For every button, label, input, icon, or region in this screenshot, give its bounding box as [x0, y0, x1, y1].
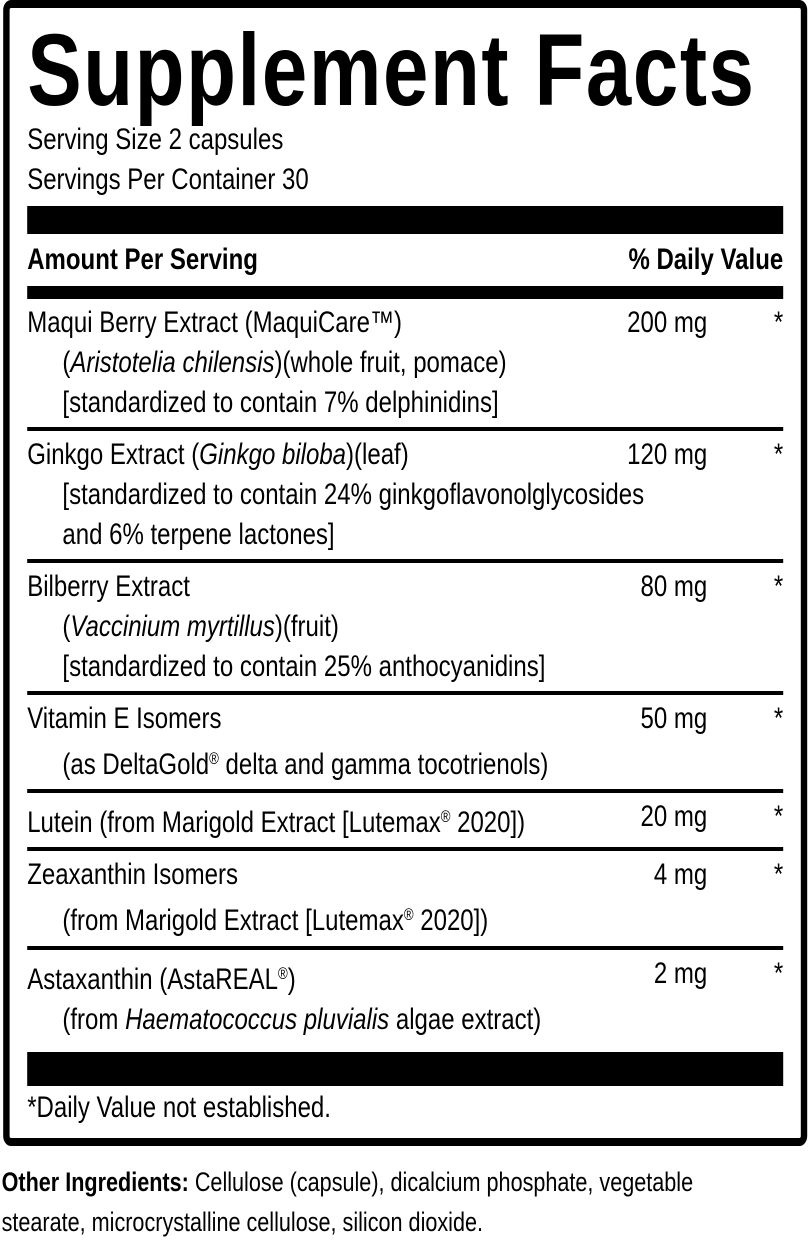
column-header-row [27, 234, 783, 286]
text-segment: )(fruit) [274, 610, 339, 643]
text-segment: Maqui Berry Extract (MaquiCare™) [27, 306, 402, 339]
ingredient-line [27, 739, 783, 785]
separator-bar-top [27, 206, 783, 234]
text-segment: ( [62, 610, 71, 643]
ingredient-line [27, 607, 783, 647]
text-segment: Bilberry Extract [27, 570, 190, 603]
text-segment: (as DeltaGold [62, 748, 210, 782]
ingredient-line [27, 515, 783, 555]
text-segment: Astaxanthin (AstaREAL [27, 962, 279, 996]
text-segment: [standardized to contain 7% delphinidins] [62, 386, 499, 419]
text-segment: delta and gamma tocotrienols) [218, 748, 549, 782]
serving-size: Serving Size 2 capsules [27, 123, 284, 156]
text-segment: )(whole fruit, pomace) [274, 346, 507, 379]
ingredient-line [27, 895, 783, 941]
daily-value: * [773, 858, 784, 892]
text-segment: ® [209, 750, 219, 768]
text-segment: (from [62, 1002, 126, 1036]
text-segment: [standardized to contain 25% anthocyanidins] [62, 650, 546, 683]
text-segment: Zeaxanthin Isomers [27, 858, 238, 892]
ingredient-row [27, 563, 783, 695]
ingredient-line [27, 647, 783, 687]
daily-value: * [773, 306, 784, 339]
daily-value: * [773, 570, 784, 603]
daily-value: * [773, 438, 784, 471]
amount-value: 20 mg [640, 800, 708, 834]
daily-value: * [773, 702, 784, 735]
daily-value-footnote: *Daily Value not established. [27, 1090, 331, 1124]
page-title: Supplement Facts [27, 13, 756, 127]
servings-per-container: Servings Per Container 30 [27, 163, 309, 196]
column-header-amount: Amount Per Serving [27, 243, 258, 276]
text-segment: 2020]) [413, 904, 489, 938]
label-box [3, 0, 807, 1146]
daily-value: * [773, 800, 784, 834]
text-segment: ® [440, 808, 451, 827]
text-segment: stearate, microcrystalline cellulose, silicon dioxide. [1, 1206, 484, 1237]
text-segment: 2020]) [450, 806, 526, 840]
text-segment: Vaccinium myrtillus [70, 610, 275, 643]
other-ingredients-line [2, 1202, 809, 1242]
text-segment: Haematococcus pluvialis [125, 1002, 390, 1036]
text-segment: Lutein (from Marigold Extract [Lutemax [27, 806, 441, 840]
other-ingredients [0, 1162, 810, 1242]
daily-value: * [773, 956, 784, 990]
text-segment: ® [278, 964, 288, 983]
ingredient-line [27, 1000, 783, 1040]
other-ingredients-line [2, 1162, 809, 1202]
ingredient-line [27, 343, 783, 383]
text-segment: Ginkgo Extract ( [27, 438, 200, 471]
ingredient-row [27, 950, 783, 1044]
separator-bar-bottom [27, 1052, 783, 1086]
text-segment: ) [287, 962, 296, 996]
amount-value: 80 mg [640, 570, 708, 603]
text-segment: ( [62, 346, 71, 379]
text-segment: )(leaf) [346, 438, 409, 471]
text-segment: [standardized to contain 24% ginkgoflavonolglycosides [62, 478, 645, 511]
ingredient-rows [27, 299, 783, 1044]
other-ingredients-label: Other Ingredients: [1, 1166, 189, 1197]
amount-value: 50 mg [640, 702, 708, 735]
ingredient-row [27, 431, 783, 563]
text-segment: algae extract) [389, 1002, 542, 1036]
text-segment: Vitamin E Isomers [27, 702, 222, 735]
text-segment: ® [403, 906, 414, 925]
text-segment: Aristotelia chilensis [70, 346, 275, 379]
amount-value: 4 mg [653, 858, 708, 892]
text-segment: Ginkgo biloba [199, 438, 347, 471]
amount-value: 200 mg [627, 306, 708, 339]
amount-value: 2 mg [653, 956, 708, 990]
ingredient-line [27, 383, 783, 423]
text-segment: and 6% terpene lactones] [62, 518, 335, 551]
ingredient-row [27, 851, 783, 949]
ingredient-row [27, 695, 783, 793]
ingredient-row [27, 793, 783, 851]
ingredient-row [27, 299, 783, 431]
separator-bar-header [27, 286, 783, 299]
column-header-daily-value: % Daily Value [628, 243, 784, 276]
ingredient-line [27, 475, 783, 515]
text-segment: (from Marigold Extract [Lutemax [62, 904, 404, 938]
text-segment: Cellulose (capsule), dicalcium phosphate, vegetable [188, 1166, 694, 1197]
amount-value: 120 mg [627, 438, 708, 471]
